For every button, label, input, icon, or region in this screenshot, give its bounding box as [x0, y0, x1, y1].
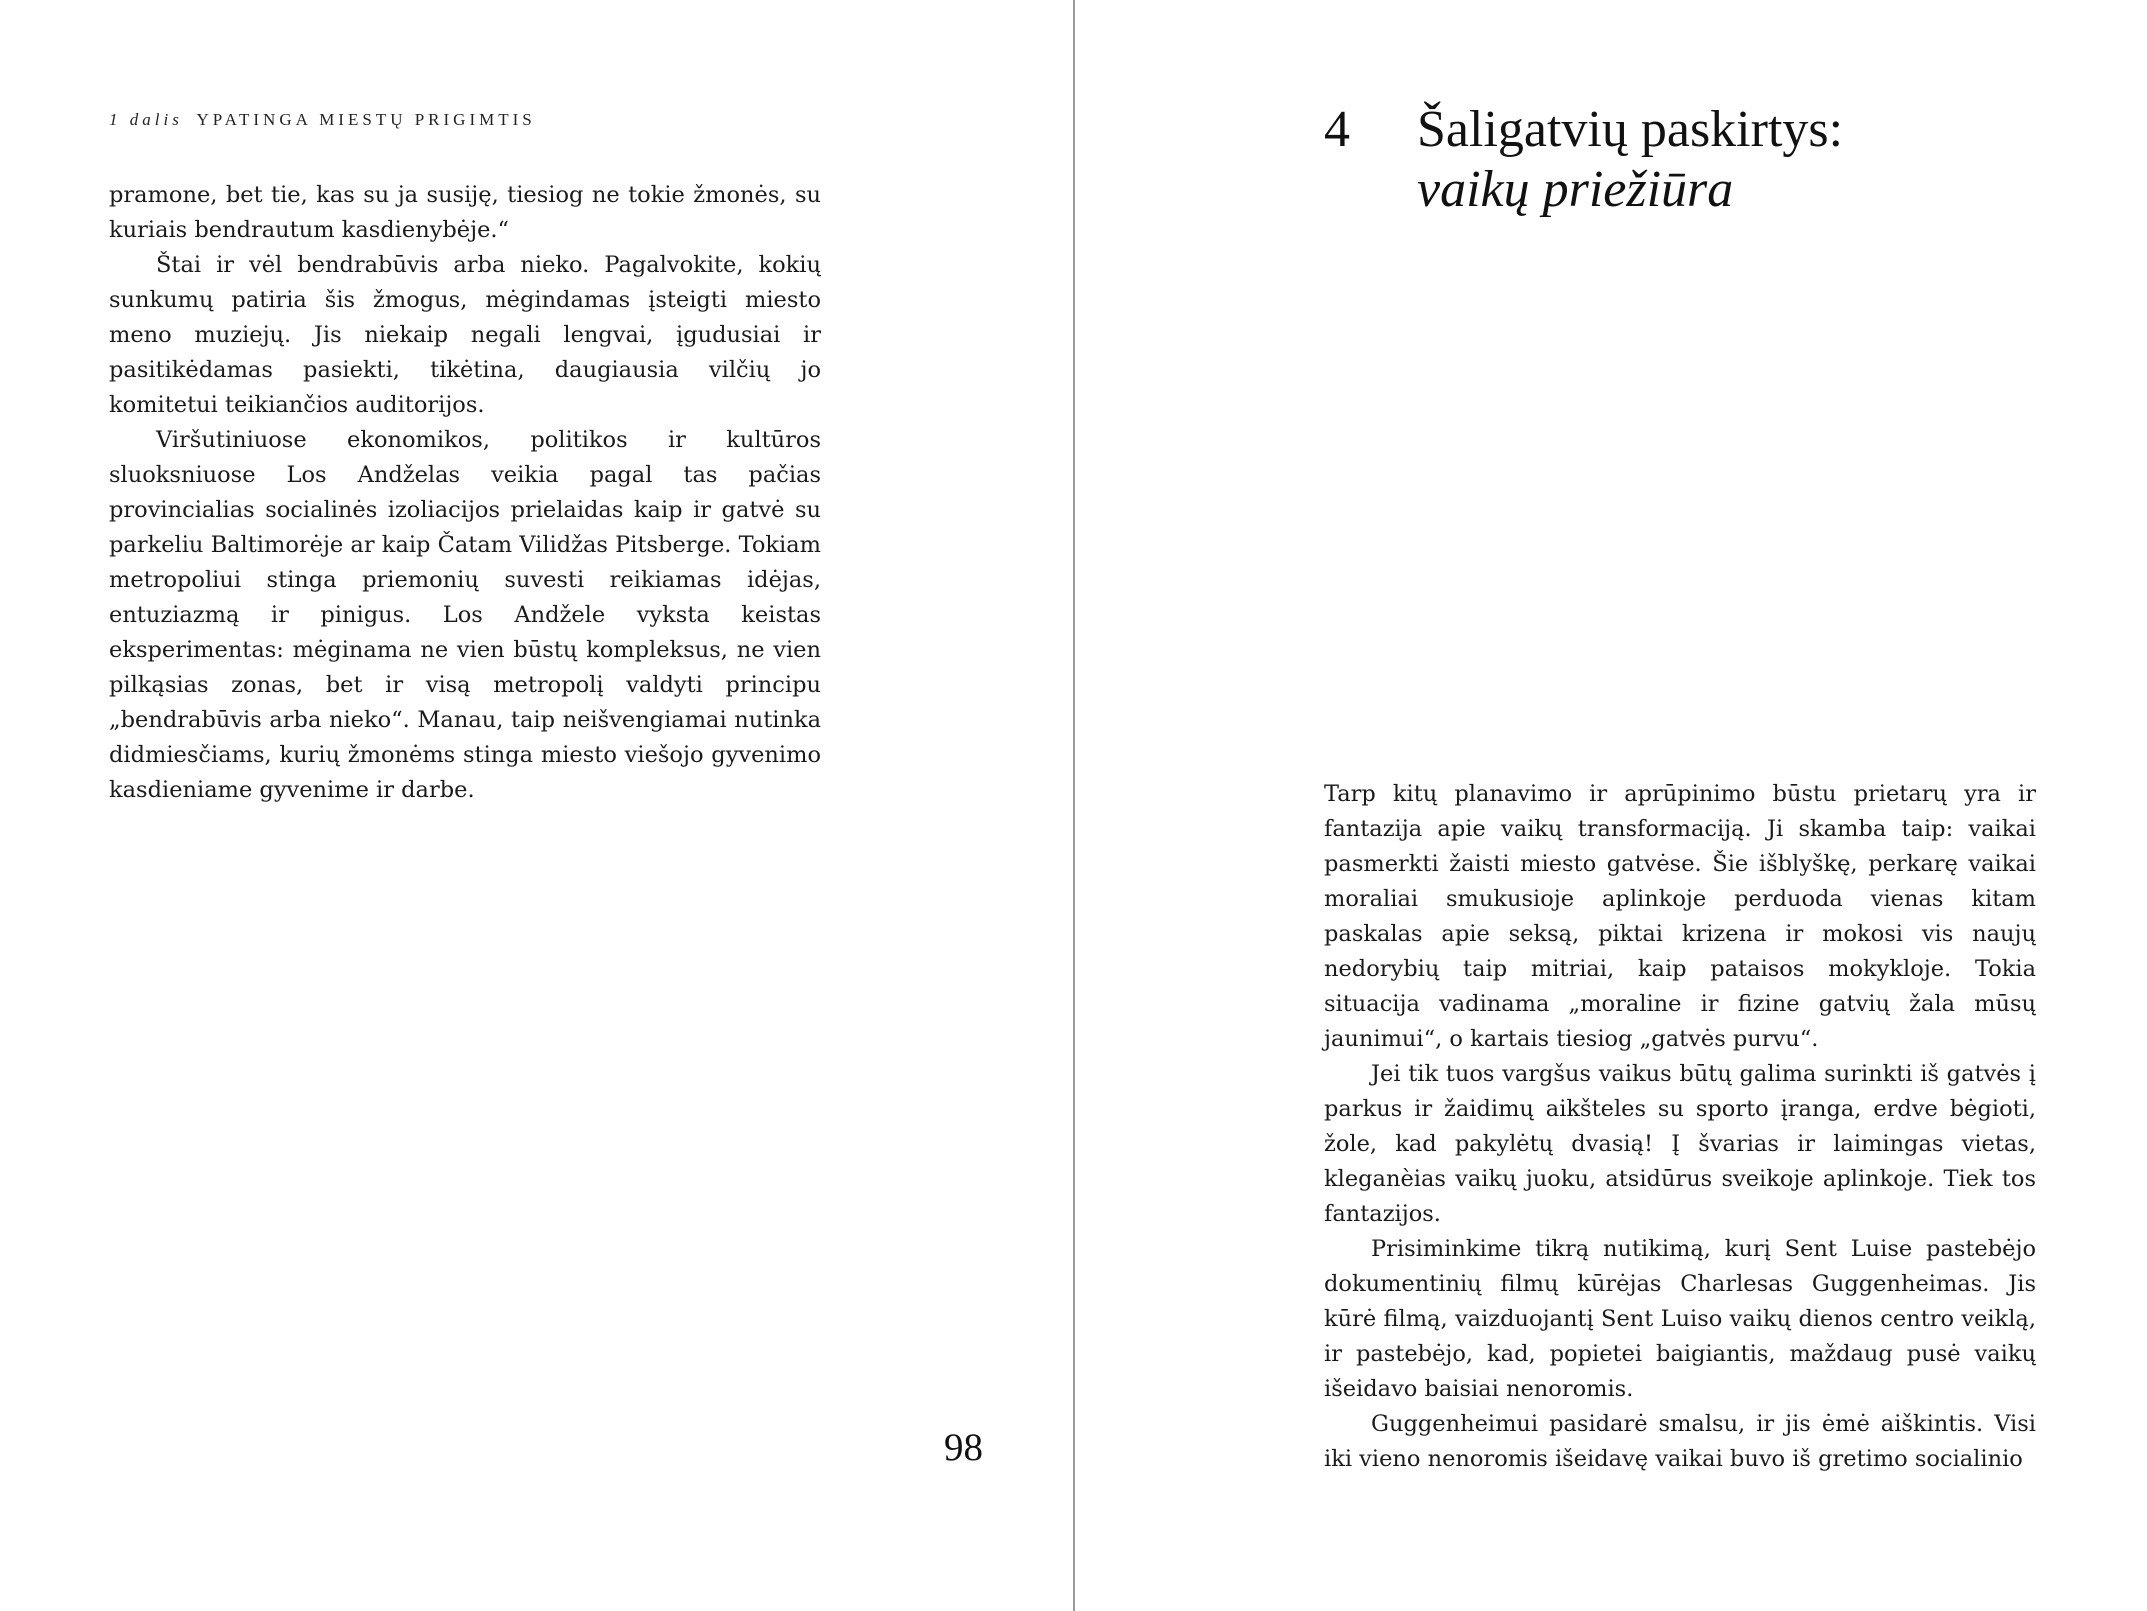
left-body-text	[109, 178, 821, 808]
chapter-title	[1417, 100, 2017, 220]
right-body-text	[1324, 777, 2036, 1477]
chapter-title-line2: vaikų priežiūra	[1417, 161, 1734, 218]
running-head-title: YPATINGA MIESTŲ PRIGIMTIS	[196, 110, 536, 129]
paragraph: Guggenheimui pasidarė smalsu, ir jis ėmė aiškintis. Visi iki vieno nenoromis išeidavę vaikai buvo iš gretimo socialinio	[1324, 1411, 2036, 1472]
page-number: 98	[944, 1426, 983, 1469]
paragraph: Prisiminkime tikrą nutikimą, kurį Sent Luise pastebėjo dokumentinių filmų kūrėjas Charlesas Guggenheimas. Jis kūrė filmą, vaizduojantį Sent Luiso vaikų dienos centro veiklą, ir pastebėjo, kad, popietei baigiantis, maždaug pusė vaikų išeidavo baisiai nenoromis.	[1324, 1236, 2036, 1402]
paragraph: Tarp kitų planavimo ir aprūpinimo būstu prietarų yra ir fantazija apie vaikų transformaciją. Ji skamba taip: vaikai pasmerkti žaisti miesto gatvėse. Šie išblyškę, perkarę vaikai moraliai smukusioje aplinkoje perduoda vienas kitam paskalas apie seksą, piktai krizena ir mokosi vis naujų nedorybių taip mitriai, kaip pataisos mokykloje. Tokia situacija vadinama „moraline ir fizine gatvių žala mūsų jaunimui“, o kartais tiesiog „gatvės purvu“.	[1324, 781, 2036, 1052]
paragraph: Viršutiniuose ekonomikos, politikos ir kultūros sluoksniuose Los Andželas veikia pagal tas pačias provincialias socialinės izoliacijos prielaidas kaip ir gatvė su parkeliu Baltimorėje ar kaip Čatam Vilidžas Pitsberge. Tokiam metropoliui stinga priemonių suvesti reikiamas idėjas, entuziazmą ir pinigus. Los Andžele vyksta keistas eksperimentas: mėginama ne vien būstų kompleksus, ne vien pilkąsias zonas, bet ir visą metropolį valdyti principu „bendrabūvis arba nieko“. Manau, taip neišvengiamai nutinka didmiesčiams, kurių žmonėms stinga miesto viešojo gyvenimo kasdieniame gyvenime ir darbe.	[109, 427, 821, 803]
chapter-number: 4	[1324, 101, 1350, 158]
paragraph: pramone, bet tie, kas su ja susiję, tiesiog ne tokie žmonės, su kuriais bendrautum kasdienybėje.“	[109, 182, 821, 243]
left-page	[0, 0, 1073, 1611]
chapter-title-line1: Šaligatvių paskirtys:	[1417, 101, 1844, 158]
running-head-part: 1 dalis	[109, 110, 183, 129]
running-head	[109, 110, 536, 130]
right-page	[1075, 0, 2147, 1611]
paragraph: Jei tik tuos vargšus vaikus būtų galima surinkti iš gatvės į parkus ir žaidimų aikšteles su sporto įranga, erdve bėgioti, žole, kad pakylėtų dvasią! Į švarias ir laimingas vietas, kleganèias vaikų juoku, atsidūrus sveikoje aplinkoje. Tiek tos fantazijos.	[1324, 1061, 2036, 1227]
paragraph: Štai ir vėl bendrabūvis arba nieko. Pagalvokite, kokių sunkumų patiria šis žmogus, mėgindamas įsteigti miesto meno muziejų. Jis niekaip negali lengvai, įgudusiai ir pasitikėdamas pasiekti, tikėtina, daugiausia vilčių jo komitetui teikiančios auditorijos.	[109, 252, 821, 418]
